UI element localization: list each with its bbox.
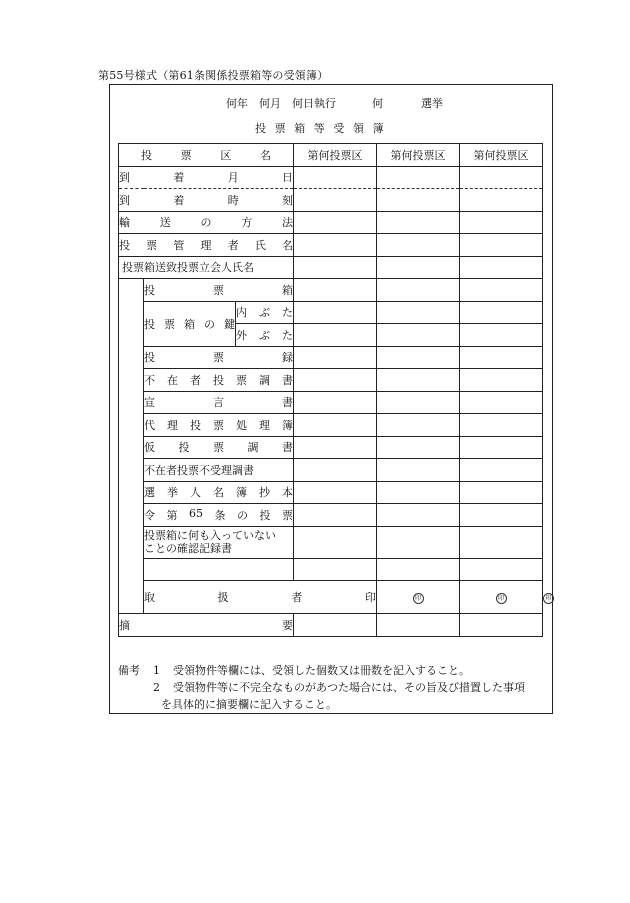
table-row: [119, 581, 543, 614]
entry-cell[interactable]: [377, 481, 460, 504]
row-label-transport: 輸 送 の 方 法: [119, 211, 294, 234]
entry-cell[interactable]: [460, 189, 543, 212]
table-row: [119, 614, 543, 637]
entry-cell[interactable]: [377, 526, 460, 558]
entry-cell[interactable]: [377, 301, 460, 324]
entry-cell[interactable]: [377, 211, 460, 234]
table-row: [119, 279, 543, 302]
entry-cell[interactable]: [294, 234, 377, 257]
empty-check-line2: ことの確認記録書: [144, 542, 232, 555]
row-label-box: 投 票 箱: [144, 279, 294, 302]
row-label-arrival-date: 到 着 月 日: [119, 166, 294, 189]
note-number-2: 2: [153, 681, 160, 694]
entry-cell[interactable]: [460, 459, 543, 482]
table-row: [119, 256, 543, 279]
table-row: [119, 504, 543, 527]
entry-cell[interactable]: [294, 459, 377, 482]
entry-cell[interactable]: [460, 256, 543, 279]
entry-cell[interactable]: [377, 459, 460, 482]
entry-cell[interactable]: [377, 346, 460, 369]
table-row: [119, 459, 543, 482]
row-label-remarks: 摘 要: [119, 614, 294, 637]
entry-cell[interactable]: [294, 211, 377, 234]
table-row: [119, 211, 543, 234]
entry-cell[interactable]: [294, 614, 377, 637]
table-row: [119, 301, 543, 324]
seal-cell[interactable]: [377, 581, 460, 614]
entry-cell[interactable]: [460, 301, 543, 324]
entry-cell[interactable]: [377, 558, 460, 581]
empty-check-line1: 投票箱に何も入っていない: [144, 529, 276, 542]
seal-icon: 印: [413, 593, 424, 604]
row-label-handler: 取 扱 者 印: [144, 581, 377, 614]
ledger-title: 投票箱等受領簿: [255, 122, 393, 135]
entry-cell[interactable]: [460, 234, 543, 257]
entry-cell[interactable]: [460, 369, 543, 392]
row-label-key-inner: 内 ぶ た: [236, 301, 294, 324]
table-row: [119, 189, 543, 212]
entry-cell[interactable]: [294, 414, 377, 437]
table-row: [119, 481, 543, 504]
entry-cell[interactable]: [377, 256, 460, 279]
entry-cell[interactable]: [377, 504, 460, 527]
entry-cell[interactable]: [460, 346, 543, 369]
col-head-cell: [119, 144, 294, 167]
entry-cell[interactable]: [294, 436, 377, 459]
entry-cell[interactable]: [377, 369, 460, 392]
entry-cell[interactable]: [377, 166, 460, 189]
entry-cell[interactable]: [460, 436, 543, 459]
seal-icon: 印: [543, 593, 554, 604]
entry-cell[interactable]: [460, 391, 543, 414]
entry-cell[interactable]: [460, 504, 543, 527]
entry-cell[interactable]: [377, 234, 460, 257]
entry-cell[interactable]: [294, 256, 377, 279]
entry-cell[interactable]: [294, 301, 377, 324]
row-label-provisional: 仮 投 票 調 書: [144, 436, 294, 459]
row-label-record: 投 票 録: [144, 346, 294, 369]
col-head-label: 投 票 区 名: [141, 148, 272, 162]
entry-cell[interactable]: [460, 166, 543, 189]
row-label-art65: 令 第 65 条 の 投 票: [144, 504, 294, 527]
notes: [118, 662, 525, 713]
row-label-witness: 投票箱送致投票立会人氏名: [119, 256, 294, 279]
row-label-declaration: 宣 言 書: [144, 391, 294, 414]
table-row: [119, 391, 543, 414]
election-date: 何年 何月 何日執行: [226, 97, 336, 110]
row-label-key: 投 票 箱 の 鍵: [144, 301, 236, 346]
entry-cell[interactable]: [460, 279, 543, 302]
table-row: [119, 234, 543, 257]
form-caption: 第55号様式（第61条関係投票箱等の受領簿）: [98, 69, 329, 82]
entry-cell[interactable]: [294, 504, 377, 527]
entry-cell[interactable]: [377, 279, 460, 302]
district-col-3: 第何投票区: [460, 144, 543, 167]
row-label-voter-list: 選 挙 人 名 簿 抄 本: [144, 481, 294, 504]
entry-cell[interactable]: [460, 481, 543, 504]
district-col-2: 第何投票区: [377, 144, 460, 167]
table-row: [119, 166, 543, 189]
entry-cell[interactable]: [460, 414, 543, 437]
entry-cell[interactable]: [377, 189, 460, 212]
seal-icon: 印: [496, 593, 507, 604]
table-row: [119, 346, 543, 369]
receipt-ledger-table: [118, 143, 552, 637]
table-row: [119, 414, 543, 437]
table-row: [119, 558, 543, 581]
row-label-absentee-reject: 不在者投票不受理調書: [144, 459, 294, 482]
entry-cell[interactable]: [294, 279, 377, 302]
entry-cell[interactable]: [460, 211, 543, 234]
table-row: [119, 436, 543, 459]
notes-label: 備考: [118, 664, 140, 677]
note-number-1: 1: [153, 664, 160, 677]
entry-cell[interactable]: [460, 324, 543, 347]
entry-cell[interactable]: [460, 558, 543, 581]
row-label-manager: 投 票 管 理 者 氏 名: [119, 234, 294, 257]
note-text-1: 受領物件等欄には、受領した個数又は冊数を記入すること。: [173, 664, 470, 677]
entry-cell[interactable]: [294, 369, 377, 392]
row-label-arrival-time: 到 着 時 刻: [119, 189, 294, 212]
row-label-proxy: 代 理 投 票 処 理 簿: [144, 414, 294, 437]
entry-cell[interactable]: [377, 414, 460, 437]
entry-cell[interactable]: [294, 166, 377, 189]
election-line: [226, 95, 443, 111]
row-label-absentee: 不 在 者 投 票 調 書: [144, 369, 294, 392]
entry-cell[interactable]: [460, 614, 543, 637]
entry-cell[interactable]: [294, 189, 377, 212]
entry-cell[interactable]: [377, 436, 460, 459]
entry-cell[interactable]: [294, 558, 377, 581]
district-col-1: 第何投票区: [294, 144, 377, 167]
entry-cell[interactable]: [377, 391, 460, 414]
election-name-placeholder: 何: [372, 97, 383, 110]
row-label-key-outer: 外 ぶ た: [236, 324, 294, 347]
table-row: [119, 369, 543, 392]
note-text-2b: を具体的に摘要欄に記入すること。: [161, 698, 337, 711]
seal-cell[interactable]: [460, 581, 543, 614]
entry-cell[interactable]: [377, 614, 460, 637]
entry-cell[interactable]: [294, 324, 377, 347]
items-group-cell: [119, 279, 144, 614]
entry-cell[interactable]: [294, 391, 377, 414]
blank-label-cell: [144, 558, 294, 581]
table-header-row: [119, 144, 543, 167]
entry-cell[interactable]: [460, 526, 543, 558]
ch1: 投: [141, 148, 152, 162]
entry-cell[interactable]: [294, 346, 377, 369]
table-row: [119, 526, 543, 558]
entry-cell[interactable]: [294, 526, 377, 558]
entry-cell[interactable]: [377, 324, 460, 347]
entry-cell[interactable]: [294, 481, 377, 504]
row-label-empty-check: [144, 526, 294, 558]
election-suffix: 選挙: [421, 97, 443, 110]
note-text-2a: 受領物件等に不完全なものがあつた場合には、その旨及び措置した事項: [173, 681, 525, 694]
